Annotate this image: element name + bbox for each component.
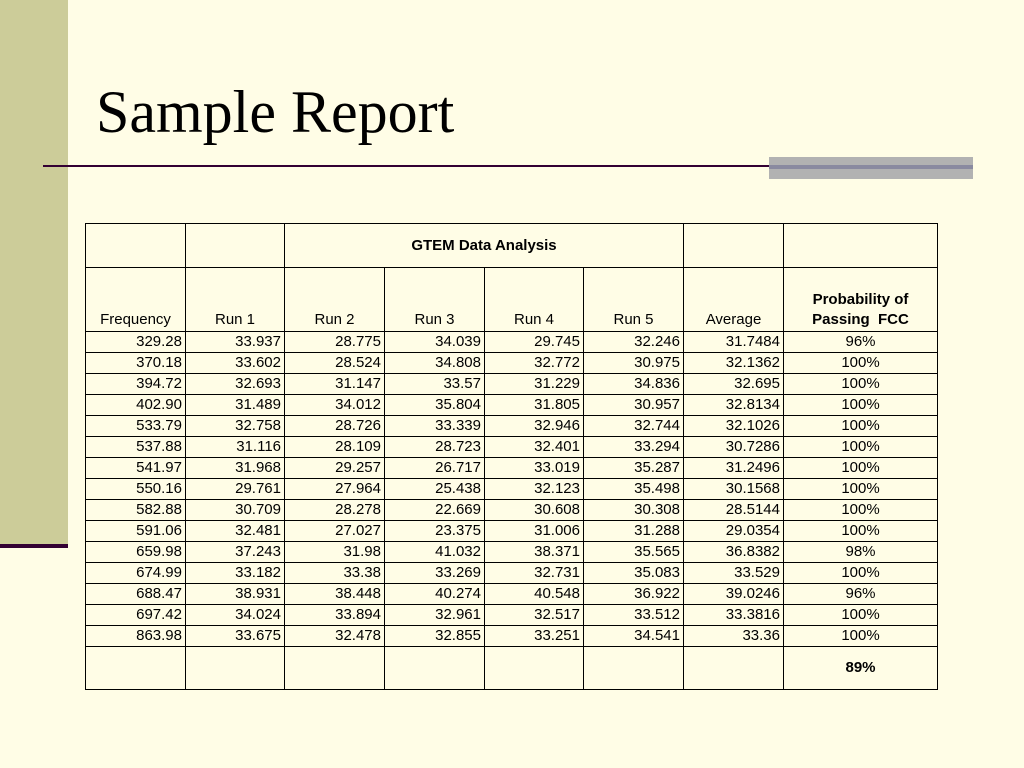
- cell-probability: 100%: [784, 563, 938, 584]
- cell-run-1: 31.116: [186, 437, 285, 458]
- cell-run-4: 33.019: [485, 458, 584, 479]
- cell-run-4: 31.229: [485, 374, 584, 395]
- cell-run-3: 32.855: [385, 626, 485, 647]
- cell-run-2: 33.38: [285, 563, 385, 584]
- cell-run-4: 33.251: [485, 626, 584, 647]
- cell-average: 28.5144: [684, 500, 784, 521]
- cell-run-1: 32.758: [186, 416, 285, 437]
- title-accent-line: [769, 165, 973, 169]
- header-average: Average: [684, 268, 784, 332]
- cell-average: 33.529: [684, 563, 784, 584]
- empty-cell: [186, 647, 285, 690]
- cell-run-3: 22.669: [385, 500, 485, 521]
- cell-run-1: 33.675: [186, 626, 285, 647]
- table-row: [86, 374, 938, 395]
- cell-run-5: 34.836: [584, 374, 684, 395]
- header-probability: [784, 268, 938, 332]
- header-run-1: Run 1: [186, 268, 285, 332]
- table-row: [86, 416, 938, 437]
- cell-average: 33.36: [684, 626, 784, 647]
- cell-average: 31.2496: [684, 458, 784, 479]
- cell-frequency: 402.90: [86, 395, 186, 416]
- cell-run-2: 28.278: [285, 500, 385, 521]
- header-run-3: Run 3: [385, 268, 485, 332]
- cell-probability: 100%: [784, 416, 938, 437]
- cell-probability: 100%: [784, 479, 938, 500]
- cell-frequency: 329.28: [86, 332, 186, 353]
- cell-run-1: 33.602: [186, 353, 285, 374]
- cell-average: 30.7286: [684, 437, 784, 458]
- cell-probability: 100%: [784, 353, 938, 374]
- table-row: [86, 479, 938, 500]
- cell-run-2: 38.448: [285, 584, 385, 605]
- cell-run-1: 29.761: [186, 479, 285, 500]
- cell-probability: 100%: [784, 500, 938, 521]
- cell-frequency: 591.06: [86, 521, 186, 542]
- header-run-4: Run 4: [485, 268, 584, 332]
- cell-run-2: 28.775: [285, 332, 385, 353]
- gtem-data-table: [85, 223, 938, 690]
- cell-run-5: 35.287: [584, 458, 684, 479]
- cell-run-5: 34.541: [584, 626, 684, 647]
- title-divider: [43, 165, 770, 167]
- cell-average: 31.7484: [684, 332, 784, 353]
- cell-run-1: 30.709: [186, 500, 285, 521]
- cell-run-1: 32.693: [186, 374, 285, 395]
- left-accent-line: [0, 544, 68, 548]
- cell-frequency: 550.16: [86, 479, 186, 500]
- cell-average: 36.8382: [684, 542, 784, 563]
- cell-run-3: 40.274: [385, 584, 485, 605]
- table-row: [86, 605, 938, 626]
- table-total-row: [86, 647, 938, 690]
- table-row: [86, 353, 938, 374]
- left-accent-bar: [0, 0, 68, 545]
- cell-run-2: 33.894: [285, 605, 385, 626]
- cell-run-4: 31.006: [485, 521, 584, 542]
- table-row: [86, 395, 938, 416]
- cell-run-2: 32.478: [285, 626, 385, 647]
- cell-average: 30.1568: [684, 479, 784, 500]
- table-title-row: [86, 224, 938, 268]
- cell-run-4: 40.548: [485, 584, 584, 605]
- cell-run-4: 32.731: [485, 563, 584, 584]
- empty-cell: [584, 647, 684, 690]
- cell-run-1: 33.182: [186, 563, 285, 584]
- cell-run-5: 32.744: [584, 416, 684, 437]
- cell-run-1: 31.968: [186, 458, 285, 479]
- table-row: [86, 500, 938, 521]
- cell-run-2: 27.964: [285, 479, 385, 500]
- cell-run-3: 25.438: [385, 479, 485, 500]
- empty-cell: [385, 647, 485, 690]
- cell-probability: 100%: [784, 521, 938, 542]
- cell-run-3: 34.808: [385, 353, 485, 374]
- cell-run-1: 38.931: [186, 584, 285, 605]
- empty-cell: [684, 224, 784, 268]
- cell-run-3: 32.961: [385, 605, 485, 626]
- cell-run-3: 41.032: [385, 542, 485, 563]
- cell-run-3: 26.717: [385, 458, 485, 479]
- cell-run-5: 32.246: [584, 332, 684, 353]
- cell-run-4: 32.517: [485, 605, 584, 626]
- cell-average: 32.8134: [684, 395, 784, 416]
- cell-probability: 100%: [784, 458, 938, 479]
- cell-run-4: 31.805: [485, 395, 584, 416]
- cell-probability: 96%: [784, 584, 938, 605]
- cell-average: 32.695: [684, 374, 784, 395]
- cell-frequency: 688.47: [86, 584, 186, 605]
- cell-run-1: 31.489: [186, 395, 285, 416]
- cell-run-3: 33.269: [385, 563, 485, 584]
- cell-probability: 100%: [784, 605, 938, 626]
- empty-cell: [86, 224, 186, 268]
- cell-frequency: 674.99: [86, 563, 186, 584]
- cell-average: 32.1026: [684, 416, 784, 437]
- cell-run-5: 31.288: [584, 521, 684, 542]
- cell-run-4: 32.946: [485, 416, 584, 437]
- cell-frequency: 537.88: [86, 437, 186, 458]
- header-run-2: Run 2: [285, 268, 385, 332]
- cell-frequency: 659.98: [86, 542, 186, 563]
- cell-run-5: 30.975: [584, 353, 684, 374]
- table-row: [86, 437, 938, 458]
- cell-run-1: 34.024: [186, 605, 285, 626]
- cell-run-4: 30.608: [485, 500, 584, 521]
- cell-run-2: 27.027: [285, 521, 385, 542]
- cell-frequency: 582.88: [86, 500, 186, 521]
- cell-run-1: 37.243: [186, 542, 285, 563]
- cell-run-4: 29.745: [485, 332, 584, 353]
- table-row: [86, 626, 938, 647]
- empty-cell: [285, 647, 385, 690]
- cell-frequency: 541.97: [86, 458, 186, 479]
- cell-run-3: 35.804: [385, 395, 485, 416]
- table-row: [86, 521, 938, 542]
- cell-run-3: 33.57: [385, 374, 485, 395]
- cell-run-1: 32.481: [186, 521, 285, 542]
- cell-run-5: 30.308: [584, 500, 684, 521]
- cell-run-4: 32.772: [485, 353, 584, 374]
- table-header-row: [86, 268, 938, 332]
- empty-cell: [86, 647, 186, 690]
- cell-probability: 100%: [784, 395, 938, 416]
- empty-cell: [186, 224, 285, 268]
- cell-run-3: 34.039: [385, 332, 485, 353]
- header-probability-line-1: Probability of: [812, 291, 909, 308]
- cell-run-5: 33.512: [584, 605, 684, 626]
- empty-cell: [784, 224, 938, 268]
- cell-frequency: 370.18: [86, 353, 186, 374]
- table-title: GTEM Data Analysis: [285, 224, 684, 268]
- cell-run-3: 23.375: [385, 521, 485, 542]
- cell-run-5: 35.083: [584, 563, 684, 584]
- cell-average: 33.3816: [684, 605, 784, 626]
- table-row: [86, 332, 938, 353]
- cell-average: 32.1362: [684, 353, 784, 374]
- cell-run-5: 35.565: [584, 542, 684, 563]
- cell-run-2: 28.524: [285, 353, 385, 374]
- cell-run-1: 33.937: [186, 332, 285, 353]
- cell-probability: 98%: [784, 542, 938, 563]
- cell-run-2: 31.98: [285, 542, 385, 563]
- cell-run-2: 29.257: [285, 458, 385, 479]
- cell-run-5: 30.957: [584, 395, 684, 416]
- cell-run-4: 32.123: [485, 479, 584, 500]
- cell-run-3: 33.339: [385, 416, 485, 437]
- header-run-5: Run 5: [584, 268, 684, 332]
- cell-probability: 96%: [784, 332, 938, 353]
- table-row: [86, 458, 938, 479]
- cell-run-3: 28.723: [385, 437, 485, 458]
- cell-run-2: 28.726: [285, 416, 385, 437]
- cell-average: 29.0354: [684, 521, 784, 542]
- slide-title: Sample Report: [96, 79, 455, 145]
- cell-probability: 100%: [784, 437, 938, 458]
- cell-probability: 100%: [784, 374, 938, 395]
- cell-run-5: 36.922: [584, 584, 684, 605]
- cell-frequency: 533.79: [86, 416, 186, 437]
- cell-frequency: 863.98: [86, 626, 186, 647]
- table-row: [86, 584, 938, 605]
- cell-frequency: 394.72: [86, 374, 186, 395]
- cell-average: 39.0246: [684, 584, 784, 605]
- cell-probability: 100%: [784, 626, 938, 647]
- table-row: [86, 542, 938, 563]
- overall-probability: 89%: [784, 647, 938, 690]
- header-frequency: Frequency: [86, 268, 186, 332]
- cell-run-2: 34.012: [285, 395, 385, 416]
- cell-run-4: 38.371: [485, 542, 584, 563]
- cell-run-2: 31.147: [285, 374, 385, 395]
- cell-frequency: 697.42: [86, 605, 186, 626]
- cell-run-2: 28.109: [285, 437, 385, 458]
- table-row: [86, 563, 938, 584]
- empty-cell: [684, 647, 784, 690]
- empty-cell: [485, 647, 584, 690]
- cell-run-4: 32.401: [485, 437, 584, 458]
- header-probability-line-2: Passing FCC: [812, 311, 909, 328]
- cell-run-5: 33.294: [584, 437, 684, 458]
- cell-run-5: 35.498: [584, 479, 684, 500]
